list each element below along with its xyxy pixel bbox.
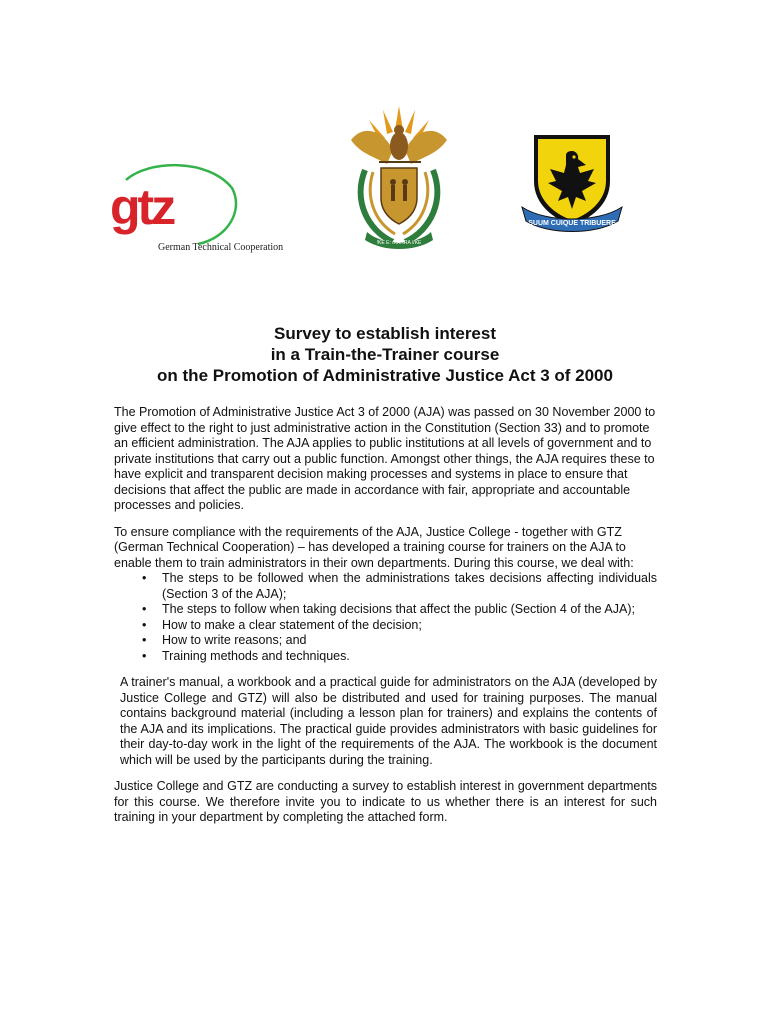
south-africa-coat-of-arms-icon (343, 100, 455, 250)
paragraph-materials: A trainer's manual, a workbook and a practical guide for administrators on the AJA (developed by Justice College and GTZ) will also be distributed and used for training purposes. The manual contains background material (including a lesson plan for trainers) and explains the contents of the AJA and its implications. The practical guide provides administrators with basic guidelines for their day-to-day work in the light of the requirements of the AJA. The workbook is the document which will be used by the participants during the training. (120, 675, 657, 767)
document-body (114, 405, 657, 837)
title-line-1: Survey to establish interest (273, 324, 497, 343)
sa-motto: !KE E: /XARRA //KE (376, 240, 422, 246)
college-motto: SUUM CUIQUE TRIBUERE (528, 220, 616, 227)
document-title (100, 323, 670, 386)
gtz-logo-icon (108, 158, 238, 248)
paragraph-survey: Justice College and GTZ are conducting a survey to establish interest in government departments for this course. We therefore invite you to indicate to us whether there is an interest for such training in your department by completing the attached form. (114, 779, 657, 824)
list-item: • The steps to be followed when the administrations takes decisions affecting individuals (Section 3 of the AJA); (114, 571, 657, 602)
list-item: • How to write reasons; and (114, 633, 657, 649)
paragraph-compliance: To ensure compliance with the requirements of the AJA, Justice College - together with GTZ (German Technical Cooperation) – has developed a training course for trainers on the AJA to enable them to train administrators in their own departments. During this course, we deal with: (114, 524, 634, 570)
gtz-caption: German Technical Cooperation (158, 242, 284, 253)
gtz-logo-text: gtz (110, 179, 174, 235)
header-logos (0, 0, 770, 270)
title-line-3: on the Promotion of Administrative Justice Act 3 of 2000 (157, 366, 613, 385)
paragraph-intro: The Promotion of Administrative Justice Act 3 of 2000 (AJA) was passed on 30 November 2000 to give effect to the right to just administrative action in the Constitution (Section 33) and to promote an efficient administration. The AJA applies to public institutions at all levels of government and to private institutions that carry out a public function. Amongst other things, the AJA requires these to have explicit and transparent decision making processes and systems in place to ensure that decisions that affect the public are made in accordance with fair, appropriate and accountable processes and policies. (114, 405, 656, 512)
justice-college-crest-icon (516, 125, 628, 237)
list-item: • The steps to follow when taking decisions that affect the public (Section 4 of the AJA); (114, 602, 657, 618)
title-line-2: in a Train-the-Trainer course (270, 345, 500, 364)
list-item: • Training methods and techniques. (114, 649, 657, 665)
list-item: • How to make a clear statement of the decision; (114, 618, 657, 634)
course-topics-list (114, 571, 657, 664)
